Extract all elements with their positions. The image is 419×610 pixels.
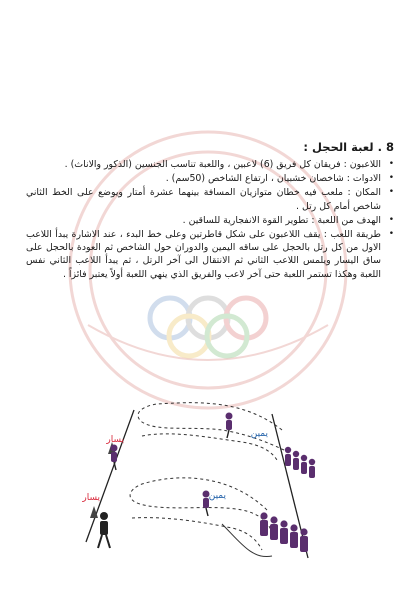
team-bottom bbox=[260, 512, 308, 552]
team-top bbox=[285, 447, 315, 478]
bullet-icon: • bbox=[388, 187, 394, 198]
item-text: الادوات : شاخصان خشبيان ، ارتفاع الشاخص (50سم) . bbox=[165, 173, 381, 185]
item-text: المكان : ملعب فيه خطان متوازيان المسافة بينهما عشرة أمتار ويوضع على الخط الثاني شاخص أمام كل رتل . bbox=[26, 187, 381, 212]
label-left-bottom: يسار bbox=[82, 493, 100, 503]
bullet-icon: • bbox=[388, 159, 394, 169]
bullet-icon: • bbox=[388, 173, 394, 184]
start-line bbox=[86, 410, 134, 542]
hop-path-top bbox=[138, 403, 284, 450]
item-text: اللاعبون : فريقان كل فريق (6) لاعبين ، واللعبة تناسب الجنسين (الذكور والاناث) . bbox=[64, 159, 381, 170]
bullet-icon: • bbox=[388, 214, 394, 225]
game-illustration bbox=[72, 392, 346, 578]
hop-path-bottom bbox=[130, 478, 272, 532]
label-left-top: يسار bbox=[106, 435, 124, 445]
list-item bbox=[26, 214, 394, 227]
item-text: طريقة اللعب : يقف اللاعبون على شكل قاطرتين وعلى خط البدء ، عند الاشارة يبدأ اللاعب الاول من كل رتل بالحجل على ساقه اليمين والدوران حول الشاخص ثم العودة بالحجل على ساق اليسار ويلمس اللاعب الثاني ثم الانتقال الى آخر الرتل ، ثم يبدأ اللاعب الثاني نفس اللعبة وهكذا تستمر اللعبة حتى آخر لاعب والفريق الذي ينهي اللعبة أولاً يعتبر فائزاً . bbox=[26, 229, 381, 280]
hopping-player-top bbox=[226, 413, 233, 439]
label-right-bottom: يمين bbox=[208, 491, 226, 501]
game-description bbox=[26, 139, 394, 282]
item-text: الهدف من اللعبة : تطوير القوة الانفجارية للساقين . bbox=[182, 214, 381, 226]
label-right-top: يمين bbox=[250, 429, 268, 439]
list-item bbox=[26, 172, 394, 185]
rules-list bbox=[26, 158, 394, 281]
list-item bbox=[26, 158, 394, 171]
list-item bbox=[26, 228, 394, 281]
game-heading: 8 . لعبة الحجل : bbox=[303, 140, 394, 154]
bullet-icon: • bbox=[388, 229, 394, 240]
coach-figure bbox=[98, 512, 110, 548]
list-item bbox=[26, 186, 394, 212]
